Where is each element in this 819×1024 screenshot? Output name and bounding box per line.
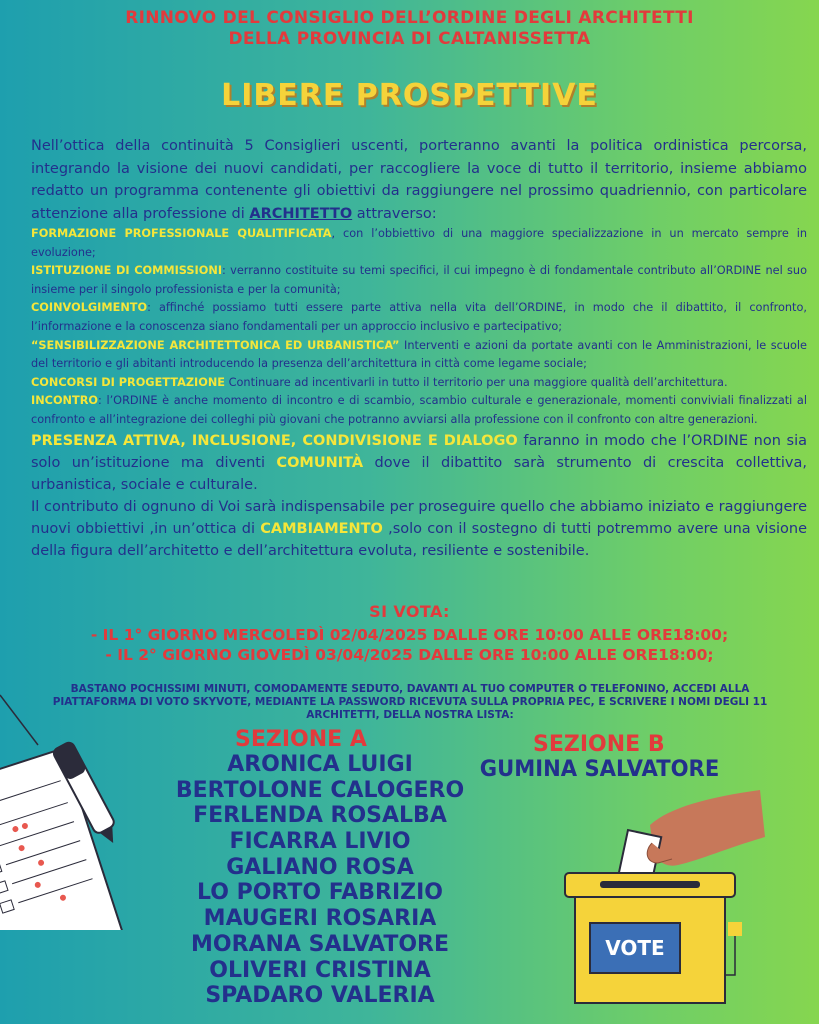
- ballot-paper-icon: [0, 690, 130, 930]
- candidate-name: GALIANO ROSA: [226, 854, 414, 880]
- vote-day-2: - IL 2° GIORNO GIOVEDÌ 03/04/2025 DALLE ORE 10:00 ALLE ORE18:00;: [105, 646, 714, 664]
- item-label: ISTITUZIONE DI COMMISSIONI: [31, 264, 223, 278]
- intro-text: Nell’ottica della continuità 5 Consiglieri uscenti, porteranno avanti la politica ordinistica percorsa, integrando la visione dei nuovi candidati, per raccogliere la voce di tutto il territorio, insieme abbiamo redatto un programma contenente gli obiettivi da raggiungere nel prossimo quadriennio, con particolare attenzione alla professione di: [31, 138, 807, 222]
- candidate-name: ARONICA LUIGI: [227, 752, 413, 777]
- slogan: LIBERE PROSPETTIVE: [221, 78, 598, 113]
- program-item: [31, 392, 807, 429]
- candidate-name: FERLENDA ROSALBA: [193, 803, 447, 829]
- section-b-heading: SEZIONE B: [533, 732, 665, 757]
- candidate-name: FICARRA LIVIO: [229, 829, 411, 855]
- presence-text-end: dove il dibattito sarà strumento di crescita collettiva, urbanistica, sociale e culturale.: [31, 454, 807, 493]
- item-text: Interventi e azioni da portate avanti con le Amministrazioni, le scuole del territorio e gli abitanti introducendo la presenza dell’architettura in città come legame sociale;: [31, 338, 807, 371]
- vote-day-1: - IL 1° GIORNO MERCOLEDÌ 02/04/2025 DALLE ORE 10:00 ALLE ORE18:00;: [90, 626, 729, 644]
- item-text: : verranno costituite su temi specifici, il cui impegno è di fondamentale contributo all’ORDINE nel suo insieme per il singolo professionista e per la comunità;: [31, 264, 807, 296]
- candidate-name: LO PORTO FABRIZIO: [196, 880, 443, 906]
- item-label: COINVOLGIMENTO: [31, 301, 148, 315]
- section-a-list: [110, 752, 530, 1009]
- vote-label: VOTE: [605, 936, 665, 960]
- presence-highlight: COMUNITÀ: [276, 454, 364, 471]
- contribution-paragraph: [31, 496, 807, 562]
- candidate-name: MAUGERI ROSARIA: [203, 906, 437, 932]
- contribution-text-end: ,solo con il sostegno di tutti potremmo avere una visione della figura dell’architetto e dell’architettura evoluta, resiliente e sostenibile.: [31, 520, 808, 559]
- intro-highlight: ARCHITETTO: [249, 205, 353, 222]
- presence-paragraph: [31, 430, 807, 496]
- candidate-name: MORANA SALVATORE: [190, 931, 450, 957]
- presence-text: faranno in modo che l’ORDINE non sia solo un’istituzione ma diventi: [31, 432, 807, 471]
- presence-label: PRESENZA ATTIVA, INCLUSIONE, CONDIVISIONE E DIALOGO: [31, 432, 518, 449]
- ballot-box-icon: [560, 785, 775, 1005]
- item-label: CONCORSI DI PROGETTAZIONE: [31, 375, 226, 389]
- header-line-1: RINNOVO DEL CONSIGLIO DELL’ORDINE DEGLI ARCHITETTI: [125, 8, 694, 28]
- program-item: [31, 374, 807, 393]
- item-text: Continuare ad incentivarli in tutto il territorio per una maggiore qualità dell’architettura.: [225, 375, 728, 389]
- item-text: , con l’obbiettivo di una maggiore specializzazione in un mercato sempre in evoluzione;: [31, 227, 807, 259]
- program-item: [31, 262, 807, 299]
- vote-heading: SI VOTA:: [369, 602, 450, 621]
- candidate-name: OLIVERI CRISTINA: [209, 957, 431, 983]
- item-label: INCONTRO: [31, 394, 99, 408]
- candidate-name: SPADARO VALERIA: [205, 983, 435, 1009]
- program-item: [31, 299, 807, 336]
- section-a-heading: SEZIONE A: [235, 727, 367, 752]
- item-label: “SENSIBILIZZAZIONE ARCHITETTONICA ED URBANISTICA”: [31, 338, 400, 352]
- program-item: [31, 225, 807, 262]
- item-label: FORMAZIONE PROFESSIONALE QUALITIFICATA: [31, 227, 332, 240]
- item-text: : l’ORDINE è anche momento di incontro e di scambio, scambio culturale e generazionale, momenti conviviali finalizzati al confronto e all’integrazione dei colleghi più giovani che potranno avviarsi alla professione con il confronto con altre generazioni.: [31, 394, 807, 426]
- vote-instructions: BASTANO POCHISSIMI MINUTI, COMODAMENTE SEDUTO, DAVANTI AL TUO COMPUTER O TELEFONINO, ACCEDI ALLA PIATTAFORMA DI VOTO SKYVOTE, MEDIANTE LA PASSWORD RICEVUTA SULLA PROPRIA PEC, E SCRIVERE I NOMI DEGLI 11 ARCHITETTI, DELLA NOSTRA LISTA:: [52, 683, 768, 721]
- intro-paragraph: [31, 135, 807, 225]
- candidate-name: GUMINA SALVATORE: [479, 757, 720, 782]
- contribution-text: Il contributo di ognuno di Voi sarà indispensabile per proseguire quello che abbiamo iniziato e raggiungere nuovi obbiettivi ,in un’ottica di: [31, 498, 807, 537]
- candidate-name: BERTOLONE CALOGERO: [175, 777, 465, 803]
- header-line-2: DELLA PROVINCIA DI CALTANISSETTA: [228, 29, 591, 49]
- program-item: [31, 337, 807, 374]
- intro-text-end: attraverso:: [352, 205, 437, 222]
- item-text: : affinché possiamo tutti essere parte attiva nella vita dell’ORDINE, in modo che il dibattito, il confronto, l’informazione e la conoscenza siano fondamentali per un approccio inclusivo e partecipativo;: [31, 301, 807, 333]
- program-text: [31, 135, 807, 562]
- contribution-highlight: CAMBIAMENTO: [260, 520, 383, 537]
